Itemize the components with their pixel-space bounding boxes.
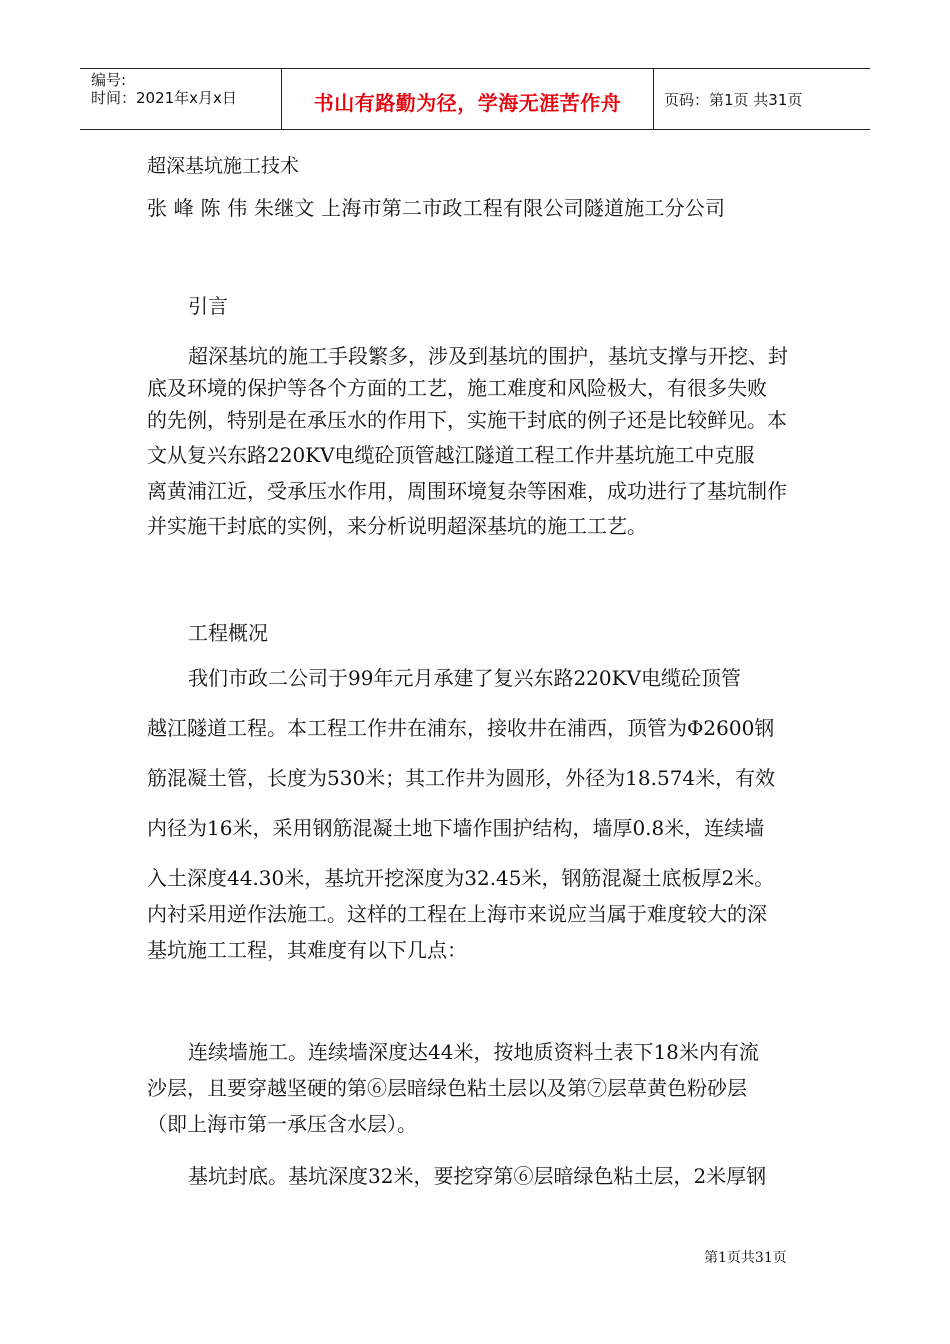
document-byline: 张 峰 陈 伟 朱继文 上海市第二市政工程有限公司隧道施工分公司 <box>147 196 726 220</box>
header-motto: 书山有路勤为径，学海无涯苦作舟 <box>313 90 622 115</box>
paragraph-line: 离黄浦江近，受承压水作用，周围环境复杂等困难，成功进行了基坑制作 <box>147 479 787 503</box>
paragraph-line: 底及环境的保护等各个方面的工艺，施工难度和风险极大，有很多失败 <box>147 376 767 400</box>
header-page-info: 页码：第1页 共31页 <box>664 90 803 109</box>
header-meta <box>80 69 282 129</box>
paragraph-line: 内衬采用逆作法施工。这样的工程在上海市来说应当属于难度较大的深 <box>147 902 767 926</box>
paragraph-line: 入土深度44.30米，基坑开挖深度为32.45米，钢筋混凝土底板厚2米。 <box>147 866 775 890</box>
paragraph-line: 基坑施工工程，其难度有以下几点： <box>147 938 467 962</box>
header-page-cell <box>654 69 870 129</box>
paragraph-line: 越江隧道工程。本工程工作井在浦东，接收井在浦西，顶管为Φ2600钢 <box>147 716 775 740</box>
header-number-label: 编号: <box>91 71 127 89</box>
section-heading-intro: 引言 <box>188 294 228 318</box>
paragraph-line: 的先例，特别是在承压水的作用下，实施干封底的例子还是比较鲜见。本 <box>147 408 787 432</box>
paragraph-line: 超深基坑的施工手段繁多，涉及到基坑的围护，基坑支撑与开挖、封 <box>188 344 788 368</box>
paragraph-line: 连续墙施工。连续墙深度达44米，按地质资料土表下18米内有流 <box>188 1040 759 1064</box>
page-header <box>80 68 870 130</box>
paragraph-line: 沙层，且要穿越坚硬的第⑥层暗绿色粘土层以及第⑦层草黄色粉砂层 <box>147 1076 747 1100</box>
paragraph-intro <box>147 339 807 543</box>
paragraph-pit-bottom <box>147 1159 807 1193</box>
paragraph-line: 文从复兴东路220KV电缆砼顶管越江隧道工程工作井基坑施工中克服 <box>147 443 755 467</box>
paragraph-overview <box>147 661 807 967</box>
page-footer: 第1页共31页 <box>704 1250 787 1266</box>
header-time: 时间：2021年x月x日 <box>91 89 237 107</box>
paragraph-line: 我们市政二公司于99年元月承建了复兴东路220KV电缆砼顶管 <box>188 666 742 690</box>
paragraph-line: （即上海市第一承压含水层）。 <box>147 1112 417 1136</box>
paragraph-line: 基坑封底。基坑深度32米，要挖穿第⑥层暗绿色粘土层，2米厚钢 <box>188 1164 767 1188</box>
paragraph-line: 并实施干封底的实例，来分析说明超深基坑的施工工艺。 <box>147 514 647 538</box>
section-heading-overview: 工程概况 <box>188 621 268 645</box>
header-motto-cell <box>282 69 654 129</box>
document-title: 超深基坑施工技术 <box>147 155 300 177</box>
paragraph-line: 筋混凝土管，长度为530米；其工作井为圆形，外径为18.574米，有效 <box>147 766 776 790</box>
paragraph-line: 内径为16米，采用钢筋混凝土地下墙作围护结构，墙厚0.8米，连续墙 <box>147 816 765 840</box>
paragraph-diaphragm-wall <box>147 1035 807 1141</box>
